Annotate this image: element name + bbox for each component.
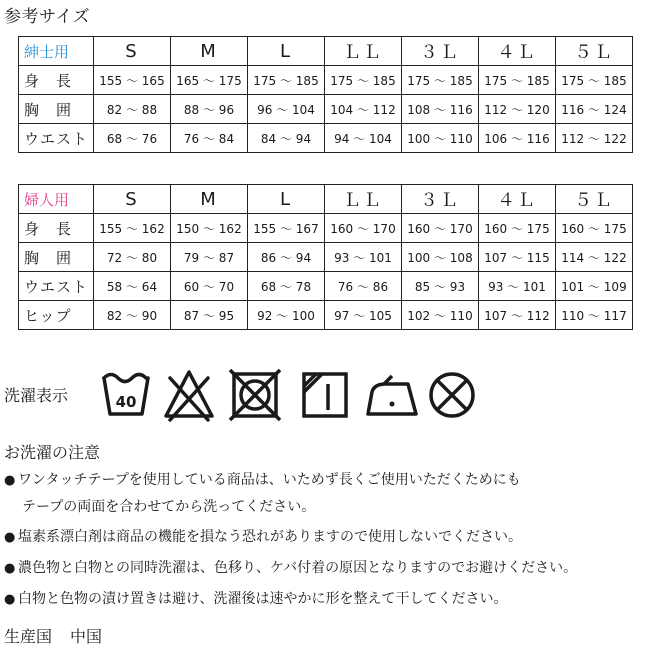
table-cell: 68 ～ 78: [248, 272, 325, 301]
table-cell: 175 ～ 185: [479, 66, 556, 95]
no-dry-clean-icon: [431, 374, 473, 416]
table-cell: 82 ～ 90: [94, 301, 171, 330]
table-cell: 96 ～ 104: [248, 95, 325, 124]
note-item: [4, 470, 659, 517]
table-cell: 72 ～ 80: [94, 243, 171, 272]
table-cell: 79 ～ 87: [171, 243, 248, 272]
women-row-hip: [19, 301, 633, 330]
size-header-4l: ４Ｌ: [479, 37, 556, 66]
size-header-3l: ３Ｌ: [402, 37, 479, 66]
table-cell: 86 ～ 94: [248, 243, 325, 272]
bullet-icon: ●: [4, 561, 16, 576]
table-cell: 150 ～ 162: [171, 214, 248, 243]
table-cell: 102 ～ 110: [402, 301, 479, 330]
women-table-tag: 婦人用: [19, 185, 94, 214]
washing-notice-title: お洗濯の注意: [4, 443, 101, 462]
table-cell: 58 ～ 64: [94, 272, 171, 301]
origin-label: 生産国: [4, 627, 53, 646]
table-cell: 82 ～ 88: [94, 95, 171, 124]
table-cell: 100 ～ 108: [402, 243, 479, 272]
table-cell: 76 ～ 86: [325, 272, 402, 301]
size-header-m: M: [171, 185, 248, 214]
wash-40-icon: [104, 375, 148, 415]
table-cell: 84 ～ 94: [248, 124, 325, 153]
note-item: [4, 589, 659, 610]
table-cell: 68 ～ 76: [94, 124, 171, 153]
table-cell: 160 ～ 175: [479, 214, 556, 243]
table-cell: 160 ～ 170: [402, 214, 479, 243]
table-cell: 106 ～ 116: [479, 124, 556, 153]
table-cell: 175 ～ 185: [325, 66, 402, 95]
table-cell: 76 ～ 84: [171, 124, 248, 153]
row-label: 身 長: [19, 214, 94, 243]
wash-temp-label: 40: [115, 393, 137, 411]
size-header-ll: ＬＬ: [325, 185, 402, 214]
table-cell: 165 ～ 175: [171, 66, 248, 95]
table-cell: 104 ～ 112: [325, 95, 402, 124]
washing-notes: [4, 470, 659, 620]
table-cell: 112 ～ 120: [479, 95, 556, 124]
note-item: [4, 527, 659, 548]
table-cell: 155 ～ 167: [248, 214, 325, 243]
bullet-icon: ●: [4, 592, 16, 607]
men-row-height: [19, 66, 633, 95]
no-tumble-dry-icon: [230, 370, 280, 420]
men-size-header-row: [19, 37, 633, 66]
table-cell: 107 ～ 112: [479, 301, 556, 330]
note-text: ワンタッチテープを使用している商品は、いためず長くご使用いただくためにも: [18, 472, 521, 488]
table-cell: 60 ～ 70: [171, 272, 248, 301]
men-row-chest: [19, 95, 633, 124]
iron-low-icon: [368, 376, 416, 414]
origin-value: 中国: [70, 627, 103, 646]
row-label: 胸 囲: [19, 95, 94, 124]
table-cell: 116 ～ 124: [556, 95, 633, 124]
men-table-tag: 紳士用: [19, 37, 94, 66]
size-header-4l: ４Ｌ: [479, 185, 556, 214]
women-row-waist: [19, 272, 633, 301]
row-label: ウエスト: [19, 124, 94, 153]
note-text: 濃色物と白物との同時洗濯は、色移り、ケバ付着の原因となりますのでお避けください。: [18, 560, 578, 576]
table-cell: 101 ～ 109: [556, 272, 633, 301]
table-cell: 87 ～ 95: [171, 301, 248, 330]
size-header-s: S: [94, 37, 171, 66]
note-item: [4, 558, 659, 579]
table-cell: 175 ～ 185: [556, 66, 633, 95]
size-header-m: M: [171, 37, 248, 66]
women-row-chest: [19, 243, 633, 272]
note-text-continued: テープの両面を合わせてから洗ってください。: [22, 499, 316, 515]
women-row-height: [19, 214, 633, 243]
bullet-icon: ●: [4, 530, 16, 545]
table-cell: 107 ～ 115: [479, 243, 556, 272]
size-header-3l: ３Ｌ: [402, 185, 479, 214]
table-cell: 97 ～ 105: [325, 301, 402, 330]
table-cell: 160 ～ 175: [556, 214, 633, 243]
women-size-header-row: [19, 185, 633, 214]
table-cell: 155 ～ 165: [94, 66, 171, 95]
care-symbols: [100, 366, 480, 426]
row-label: ヒップ: [19, 301, 94, 330]
row-label: 身 長: [19, 66, 94, 95]
men-row-waist: [19, 124, 633, 153]
size-header-5l: ５Ｌ: [556, 37, 633, 66]
size-header-l: L: [248, 37, 325, 66]
table-cell: 155 ～ 162: [94, 214, 171, 243]
row-label: 胸 囲: [19, 243, 94, 272]
table-cell: 88 ～ 96: [171, 95, 248, 124]
note-text: 塩素系漂白剤は商品の機能を損なう恐れがありますので使用しないでください。: [18, 529, 522, 545]
table-cell: 108 ～ 116: [402, 95, 479, 124]
table-cell: 93 ～ 101: [325, 243, 402, 272]
line-dry-shade-icon: [304, 374, 346, 416]
size-header-5l: ５Ｌ: [556, 185, 633, 214]
table-cell: 112 ～ 122: [556, 124, 633, 153]
note-text: 白物と色物の漬け置きは避け、洗濯後は速やかに形を整えて干してください。: [18, 591, 508, 607]
table-cell: 175 ～ 185: [402, 66, 479, 95]
table-cell: 92 ～ 100: [248, 301, 325, 330]
table-cell: 93 ～ 101: [479, 272, 556, 301]
country-of-origin: [4, 624, 102, 647]
size-header-s: S: [94, 185, 171, 214]
table-cell: 94 ～ 104: [325, 124, 402, 153]
table-cell: 85 ～ 93: [402, 272, 479, 301]
no-bleach-icon: [166, 372, 212, 420]
table-cell: 110 ～ 117: [556, 301, 633, 330]
table-cell: 160 ～ 170: [325, 214, 402, 243]
size-header-ll: ＬＬ: [325, 37, 402, 66]
women-size-table: [18, 184, 633, 330]
size-chart-title: 参考サイズ: [4, 7, 91, 27]
size-header-l: L: [248, 185, 325, 214]
care-label-heading: 洗濯表示: [4, 386, 69, 405]
bullet-icon: ●: [4, 473, 16, 488]
table-cell: 100 ～ 110: [402, 124, 479, 153]
row-label: ウエスト: [19, 272, 94, 301]
men-size-table: [18, 36, 633, 153]
table-cell: 114 ～ 122: [556, 243, 633, 272]
table-cell: 175 ～ 185: [248, 66, 325, 95]
